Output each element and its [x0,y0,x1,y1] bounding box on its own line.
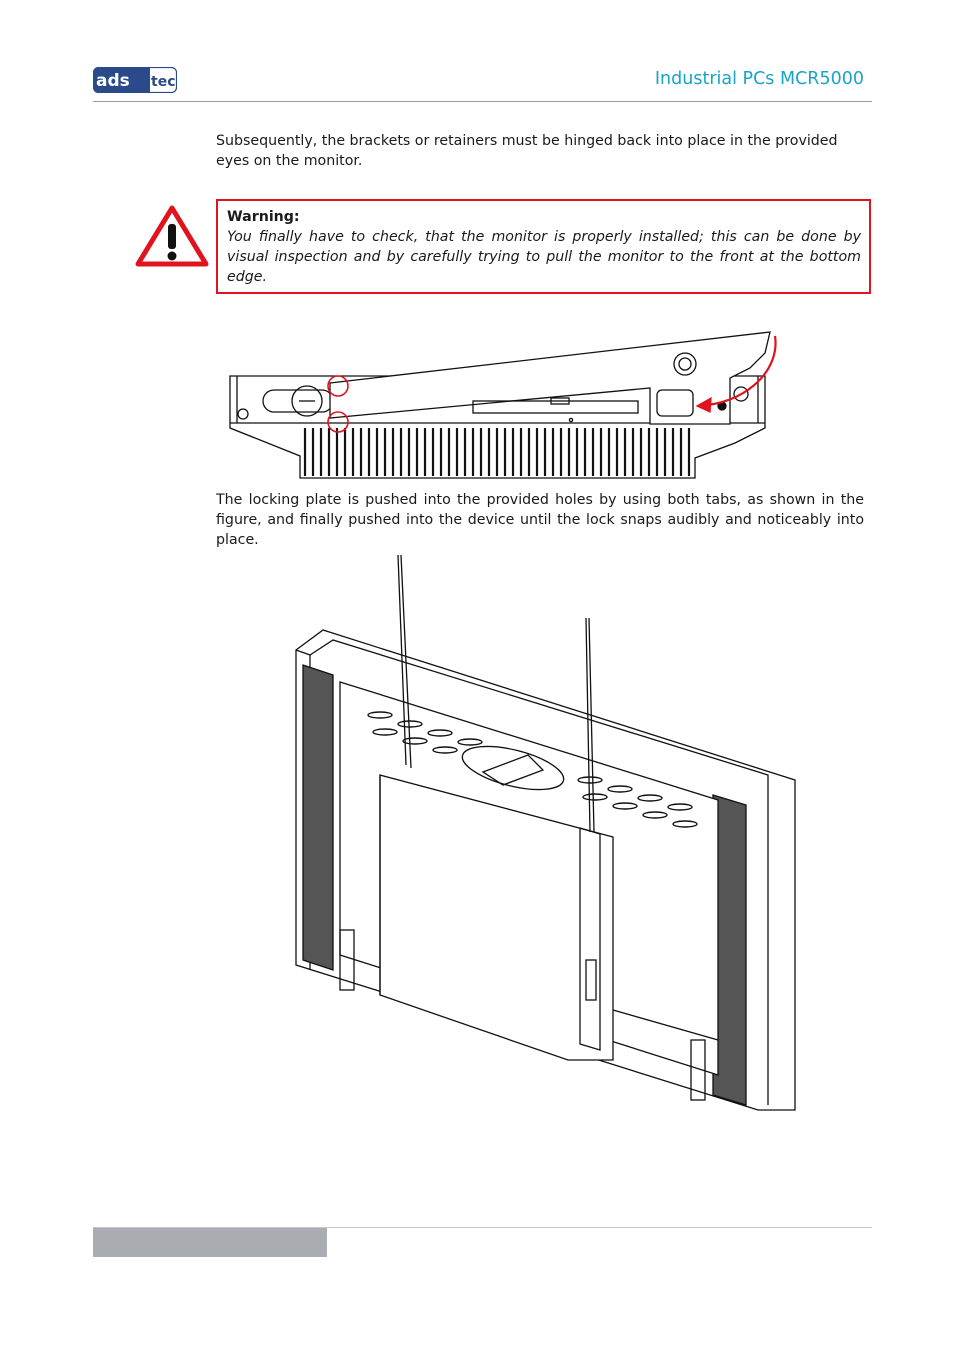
warning-triangle-icon [135,205,209,267]
svg-text:ads: ads [96,71,130,91]
header-title: Industrial PCs MCR5000 [654,69,864,89]
warning-title: Warning: [227,209,300,225]
warning-box [216,199,871,294]
bracket-figure [225,328,780,485]
footer-bar [93,1228,327,1257]
adstec-logo [93,67,177,93]
header-divider [93,101,872,102]
paragraph-locking-plate: The locking plate is pushed into the provided holes by using both tabs, as shown in the figure, and finally pushed into the device until the lock snaps audibly and noticeably into place. [216,492,864,548]
paragraph-brackets: Subsequently, the brackets or retainers must be hinged back into place in the provided eyes on the monitor. [216,133,838,169]
monitor-rear-figure [288,550,800,1115]
svg-text:tec: tec [151,74,176,90]
warning-text: You finally have to check, that the monitor is properly installed; this can be done by visual inspection and by carefully trying to pull the monitor to the front at the bottom edge. [227,229,861,285]
